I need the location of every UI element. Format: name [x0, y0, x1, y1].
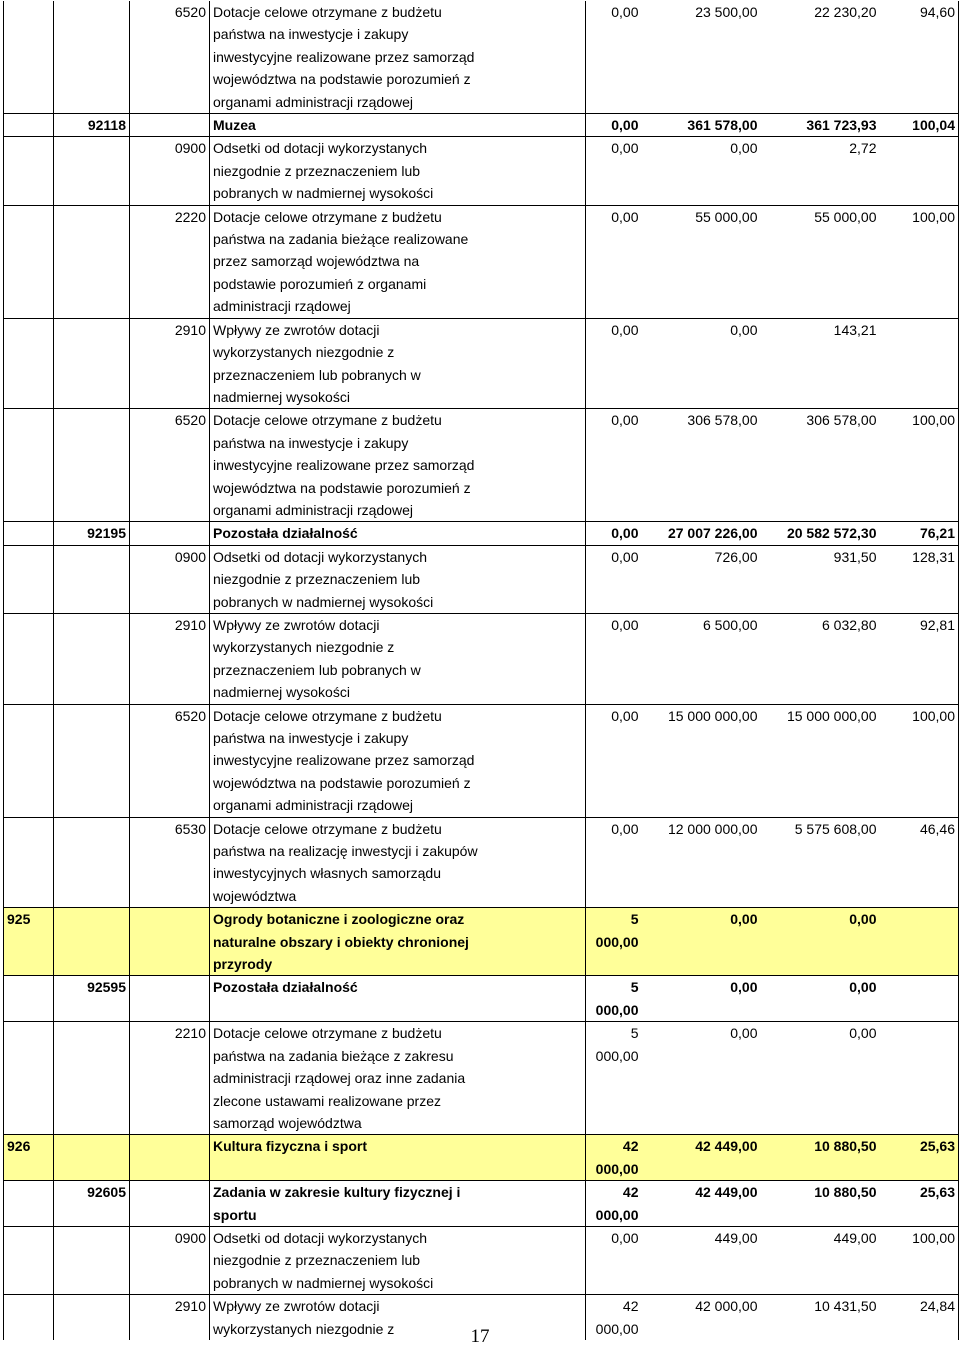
- description-line: organami administracji rządowej: [213, 501, 413, 518]
- value-col2-cell: 15 000 000,00: [642, 704, 761, 817]
- rozdzial-cell: [54, 1022, 130, 1135]
- description-cell: [210, 1226, 586, 1294]
- description-line: przeznaczeniem lub pobranych w: [213, 661, 421, 678]
- value-col1-cell: 0,00: [586, 522, 642, 545]
- value-col2-cell: 306 578,00: [642, 409, 761, 522]
- description-line: Kultura fizyczna i sport: [213, 1138, 368, 1155]
- rozdzial-cell: 92195: [54, 522, 130, 545]
- value-col1-cell: 0,00: [611, 4, 639, 20]
- table-row: [4, 1135, 959, 1181]
- paragraf-cell: 6530: [130, 817, 210, 908]
- description-line: państwa na zadania bieżące realizowane: [213, 231, 469, 248]
- description-cell: [210, 613, 586, 704]
- value-col3-cell: 0,00: [761, 1022, 880, 1135]
- table-row: [4, 1181, 959, 1227]
- table-row: [4, 137, 959, 205]
- table-row: [4, 1, 959, 114]
- value-col3-cell: 361 723,93: [761, 114, 880, 137]
- description-line: niezgodnie z przeznaczeniem lub: [213, 571, 421, 588]
- percent-cell: 25,63: [880, 1181, 959, 1227]
- value-col1-cell: 5 000,00: [586, 1022, 642, 1135]
- dzial-cell: [4, 409, 54, 522]
- rozdzial-cell: [54, 1226, 130, 1294]
- description-cell: [210, 908, 586, 976]
- dzial-cell: [4, 613, 54, 704]
- paragraf-cell: 2910: [130, 1295, 210, 1340]
- table-row: [4, 908, 959, 976]
- description-line: państwa na inwestycje i zakupy: [213, 730, 409, 746]
- description-cell: [210, 137, 586, 205]
- percent-cell: 100,00: [880, 1226, 959, 1294]
- table-row: [4, 704, 959, 817]
- value-col1-cell: 0,00: [586, 613, 642, 704]
- description-cell: [210, 114, 586, 137]
- percent-cell: 128,31: [880, 545, 959, 613]
- percent-cell: 25,63: [880, 1135, 959, 1181]
- description-line: województwa na podstawie porozumień z: [213, 774, 471, 791]
- page-number: 17: [470, 1326, 490, 1347]
- description-line: Pozostała działalność: [213, 525, 358, 542]
- value-col3-cell: 55 000,00: [761, 205, 880, 318]
- percent-cell: 76,21: [880, 522, 959, 545]
- description-line: Zadania w zakresie kultury fizycznej i: [213, 1184, 461, 1201]
- table-row: [4, 1022, 959, 1135]
- description-line: wykorzystanych niezgodnie z: [213, 344, 395, 361]
- description-line: Pozostała działalność: [213, 979, 358, 996]
- description-line: Odsetki od dotacji wykorzystanych: [213, 140, 427, 157]
- value-col3-cell: 15 000 000,00: [761, 704, 880, 817]
- value-col2-cell: 0,00: [642, 1022, 761, 1135]
- description-line: pobranych w nadmiernej wysokości: [213, 593, 434, 610]
- description-cell: [210, 976, 586, 1022]
- description-line: nadmiernej wysokości: [213, 684, 350, 701]
- dzial-cell: [4, 318, 54, 409]
- description-line: pobranych w nadmiernej wysokości: [213, 1274, 434, 1291]
- description-line: państwa na inwestycje i zakupy: [213, 26, 409, 43]
- value-col2-cell: 23 500,00: [695, 4, 758, 20]
- dzial-cell: 925: [4, 908, 54, 976]
- paragraf-cell: [130, 522, 210, 545]
- paragraf-cell: 2220: [130, 205, 210, 318]
- description-line: przeznaczeniem lub pobranych w: [213, 366, 421, 383]
- value-col1-cell: 42 000,00: [586, 1295, 642, 1340]
- paragraf-cell: 0900: [130, 137, 210, 205]
- description-line: organami administracji rządowej: [213, 797, 413, 814]
- value-col2-cell: 55 000,00: [642, 205, 761, 318]
- dzial-cell: [4, 1181, 54, 1227]
- rozdzial-cell: 92118: [54, 114, 130, 137]
- paragraf-cell: 6520: [130, 704, 210, 817]
- table-row: [4, 976, 959, 1022]
- description-line: województwa na podstawie porozumień z: [213, 479, 471, 496]
- table-row: [4, 613, 959, 704]
- dzial-cell: [4, 137, 54, 205]
- description-line: Ogrody botaniczne i zoologiczne oraz: [213, 911, 465, 928]
- description-line: niezgodnie z przeznaczeniem lub: [213, 162, 421, 179]
- rozdzial-cell: 92595: [54, 976, 130, 1022]
- table-row: [4, 114, 959, 137]
- value-col3-cell: 10 880,50: [761, 1181, 880, 1227]
- table-row: [4, 817, 959, 908]
- description-line: państwa na realizację inwestycji i zakupów: [213, 843, 478, 860]
- description-line: podstawie porozumień z organami: [213, 275, 427, 292]
- description-cell: [210, 1, 586, 114]
- paragraf-cell: 2910: [130, 613, 210, 704]
- table-row: [4, 205, 959, 318]
- rozdzial-cell: [54, 409, 130, 522]
- table-row: [4, 522, 959, 545]
- description-cell: [210, 318, 586, 409]
- description-line: Dotacje celowe otrzymane z budżetu: [213, 4, 442, 20]
- value-col1-cell: 0,00: [586, 545, 642, 613]
- description-line: Dotacje celowe otrzymane z budżetu: [213, 208, 442, 225]
- value-col3-cell: 306 578,00: [761, 409, 880, 522]
- description-line: Odsetki od dotacji wykorzystanych: [213, 548, 427, 565]
- description-line: województwa na podstawie porozumień z: [213, 71, 471, 88]
- description-line: Wpływy ze zwrotów dotacji: [213, 616, 380, 633]
- value-col2-cell: 449,00: [642, 1226, 761, 1294]
- dzial-cell: [4, 522, 54, 545]
- description-line: Wpływy ze zwrotów dotacji: [213, 1298, 380, 1315]
- budget-table: [3, 1, 959, 1340]
- rozdzial-cell: [54, 1135, 130, 1181]
- description-line: nadmiernej wysokości: [213, 388, 350, 405]
- description-line: inwestycyjne realizowane przez samorząd: [213, 48, 475, 65]
- percent-cell: 92,81: [880, 613, 959, 704]
- dzial-cell: [4, 1022, 54, 1135]
- dzial-cell: [4, 704, 54, 817]
- dzial-cell: [4, 1, 54, 114]
- description-line: Odsetki od dotacji wykorzystanych: [213, 1229, 427, 1246]
- rozdzial-cell: [54, 704, 130, 817]
- rozdzial-cell: [54, 545, 130, 613]
- value-col3-cell: 0,00: [761, 908, 880, 976]
- value-col2-cell: 42 000,00: [642, 1295, 761, 1340]
- paragraf-cell: 2210: [130, 1022, 210, 1135]
- percent-cell: 100,00: [880, 409, 959, 522]
- table-row: [4, 1226, 959, 1294]
- percent-cell: [880, 1022, 959, 1135]
- table-row: [4, 409, 959, 522]
- value-col3-cell: 22 230,20: [814, 4, 877, 20]
- dzial-cell: [4, 976, 54, 1022]
- dzial-cell: [4, 114, 54, 137]
- percent-cell: [880, 908, 959, 976]
- value-col1-cell: 5 000,00: [586, 908, 642, 976]
- description-cell: [210, 1181, 586, 1227]
- rozdzial-cell: [54, 817, 130, 908]
- description-cell: [210, 1022, 586, 1135]
- description-line: organami administracji rządowej: [213, 93, 413, 110]
- paragraf-cell: [130, 976, 210, 1022]
- value-col2-cell: 42 449,00: [642, 1135, 761, 1181]
- dzial-cell: 926: [4, 1135, 54, 1181]
- paragraf-cell: 6520: [130, 1, 210, 114]
- description-line: naturalne obszary i obiekty chronionej: [213, 933, 469, 950]
- description-line: państwa na inwestycje i zakupy: [213, 434, 409, 451]
- dzial-cell: [4, 545, 54, 613]
- value-col1-cell: 0,00: [586, 114, 642, 137]
- value-col2-cell: 42 449,00: [642, 1181, 761, 1227]
- paragraf-cell: 6520: [130, 409, 210, 522]
- description-line: Dotacje celowe otrzymane z budżetu: [213, 707, 442, 724]
- description-cell: [210, 545, 586, 613]
- description-line: niezgodnie z przeznaczeniem lub: [213, 1252, 421, 1269]
- value-col1-cell: 0,00: [586, 1226, 642, 1294]
- description-line: wykorzystanych niezgodnie z: [213, 1320, 395, 1337]
- value-col1-cell: 0,00: [586, 318, 642, 409]
- dzial-cell: [4, 205, 54, 318]
- value-col2-cell: 12 000 000,00: [642, 817, 761, 908]
- percent-cell: 94,60: [880, 1, 959, 114]
- description-line: państwa na zadania bieżące z zakresu: [213, 1047, 454, 1064]
- percent-cell: [880, 137, 959, 205]
- description-line: administracji rządowej: [213, 298, 351, 315]
- value-col2-cell: 0,00: [642, 976, 761, 1022]
- description-line: Muzea: [213, 117, 256, 134]
- description-cell: [210, 522, 586, 545]
- description-line: inwestycyjne realizowane przez samorząd: [213, 752, 475, 769]
- paragraf-cell: [130, 1181, 210, 1227]
- rozdzial-cell: [54, 318, 130, 409]
- percent-cell: 46,46: [880, 817, 959, 908]
- description-line: Wpływy ze zwrotów dotacji: [213, 321, 380, 338]
- value-col1-cell: 0,00: [586, 817, 642, 908]
- value-col3-cell: 931,50: [761, 545, 880, 613]
- value-col3-cell: 6 032,80: [761, 613, 880, 704]
- description-line: inwestycyjne realizowane przez samorząd: [213, 457, 475, 474]
- description-cell: [210, 704, 586, 817]
- value-col2-cell: 27 007 226,00: [642, 522, 761, 545]
- value-col3-cell: 449,00: [761, 1226, 880, 1294]
- value-col3-cell: 2,72: [761, 137, 880, 205]
- percent-cell: 24,84: [880, 1295, 959, 1340]
- rozdzial-cell: [54, 1, 130, 114]
- dzial-cell: [4, 1226, 54, 1294]
- description-line: samorząd województwa: [213, 1114, 362, 1131]
- rozdzial-cell: [54, 137, 130, 205]
- value-col1-cell: 42 000,00: [586, 1135, 642, 1181]
- value-col2-cell: 6 500,00: [642, 613, 761, 704]
- value-col1-cell: 0,00: [586, 205, 642, 318]
- value-col1-cell: 0,00: [586, 137, 642, 205]
- description-line: województwa: [213, 887, 297, 904]
- dzial-cell: [4, 817, 54, 908]
- rozdzial-cell: [54, 908, 130, 976]
- description-line: sportu: [213, 1206, 257, 1223]
- description-cell: [210, 205, 586, 318]
- value-col3-cell: 143,21: [761, 318, 880, 409]
- value-col2-cell: 726,00: [642, 545, 761, 613]
- paragraf-cell: [130, 1135, 210, 1181]
- paragraf-cell: 0900: [130, 1226, 210, 1294]
- description-line: Dotacje celowe otrzymane z budżetu: [213, 820, 442, 837]
- rozdzial-cell: [54, 613, 130, 704]
- value-col1-cell: 0,00: [586, 409, 642, 522]
- percent-cell: 100,00: [880, 704, 959, 817]
- percent-cell: 100,00: [880, 205, 959, 318]
- rozdzial-cell: [54, 205, 130, 318]
- description-cell: [210, 817, 586, 908]
- value-col2-cell: 0,00: [642, 137, 761, 205]
- description-line: wykorzystanych niezgodnie z: [213, 639, 395, 656]
- value-col3-cell: 10 880,50: [761, 1135, 880, 1181]
- value-col2-cell: 0,00: [642, 908, 761, 976]
- value-col3-cell: 0,00: [761, 976, 880, 1022]
- description-line: Dotacje celowe otrzymane z budżetu: [213, 1025, 442, 1042]
- percent-cell: [880, 318, 959, 409]
- description-line: administracji rządowej oraz inne zadania: [213, 1070, 466, 1087]
- description-line: inwestycyjnych własnych samorządu: [213, 865, 441, 882]
- table-row: [4, 545, 959, 613]
- paragraf-cell: 0900: [130, 545, 210, 613]
- rozdzial-cell: 92605: [54, 1181, 130, 1227]
- value-col1-cell: 42 000,00: [586, 1181, 642, 1227]
- description-line: przez samorząd województwa na: [213, 253, 420, 270]
- value-col1-cell: 0,00: [586, 704, 642, 817]
- value-col2-cell: 361 578,00: [642, 114, 761, 137]
- value-col2-cell: 0,00: [642, 318, 761, 409]
- paragraf-cell: 2910: [130, 318, 210, 409]
- description-line: pobranych w nadmiernej wysokości: [213, 185, 434, 202]
- description-line: Dotacje celowe otrzymane z budżetu: [213, 412, 442, 429]
- paragraf-cell: [130, 114, 210, 137]
- value-col3-cell: 5 575 608,00: [761, 817, 880, 908]
- description-line: przyrody: [213, 956, 273, 973]
- table-row: [4, 318, 959, 409]
- description-cell: [210, 409, 586, 522]
- paragraf-cell: [130, 908, 210, 976]
- percent-cell: [880, 976, 959, 1022]
- value-col1-cell: 5 000,00: [586, 976, 642, 1022]
- description-line: zlecone ustawami realizowane przez: [213, 1092, 441, 1109]
- value-col3-cell: 10 431,50: [761, 1295, 880, 1340]
- description-cell: [210, 1135, 586, 1181]
- percent-cell: 100,04: [880, 114, 959, 137]
- value-col3-cell: 20 582 572,30: [761, 522, 880, 545]
